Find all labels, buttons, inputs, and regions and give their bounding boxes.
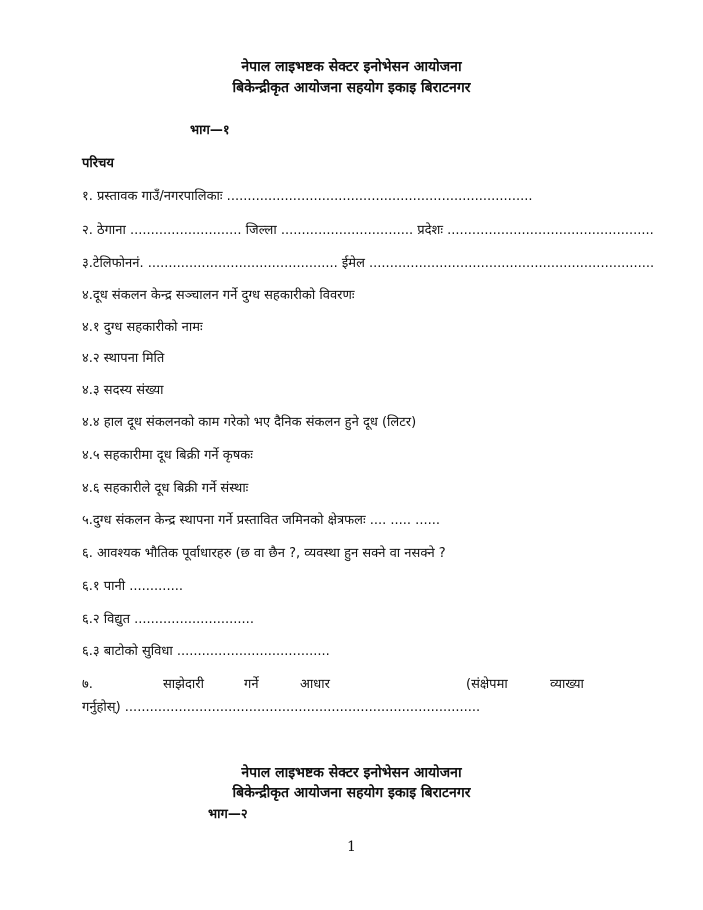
field-water: ६.१ पानी ............. (82, 579, 183, 594)
field-address: २. ठेगाना ........................... जिल्ला ................................ प्रदेशः .................................................. (82, 223, 654, 238)
field-7-word-doing: गर्ने (244, 677, 259, 692)
field-cooperative-details: ४.दूध संकलन केन्द्र सञ्चालन गर्ने दुग्ध सहकारीको विवरणः (82, 288, 355, 303)
intro-heading: परिचय (82, 156, 114, 171)
field-7-word-partnership: साझेदारी (163, 677, 204, 692)
part-2-label: भाग—२ (208, 807, 248, 822)
field-establishment-date: ४.२ स्थापना मिति (82, 351, 165, 366)
field-7-number: ७. (82, 677, 93, 692)
field-infrastructure: ६. आवश्यक भौतिक पूर्वाधारहरु (छ वा छैन ?, व्यवस्था हुन सक्ने वा नसक्ने ? (82, 546, 446, 561)
field-7-word-explain: व्याख्या (550, 677, 584, 692)
field-road: ६.३ बाटोको सुविधा ..................................... (82, 644, 330, 659)
field-phone-email: ३.टेलिफोननं. .............................................. ईमेल ..................................................................... (82, 256, 655, 271)
project-title: नेपाल लाइभष्टक सेक्टर इनोभेसन आयोजना (241, 59, 462, 75)
field-daily-collection: ४.४ हाल दूध संकलनको काम गरेको भए दैनिक संकलन हुने दूध (लिटर) (82, 415, 417, 430)
field-electricity: ६.२ विद्युत ............................. (82, 612, 254, 627)
field-member-count: ४.३ सदस्य संख्या (82, 383, 164, 398)
part-1-label: भाग—१ (190, 123, 230, 138)
field-7-word-basis: आधार (300, 677, 330, 692)
field-cooperative-name: ४.१ दुग्ध सहकारीको नामः (82, 320, 203, 335)
project-title-repeat: नेपाल लाइभष्टक सेक्टर इनोभेसन आयोजना (241, 765, 462, 781)
unit-title-repeat: बिकेन्द्रीकृत आयोजना सहयोग इकाइ बिराटनगर (232, 785, 471, 801)
field-municipality: १. प्रस्तावक गाउँ/नगरपालिकाः .......................................................................... (82, 189, 533, 204)
field-land-area: ५.दुग्ध संकलन केन्द्र स्थापना गर्ने प्रस्तावित जमिनको क्षेत्रफलः .... ..... ...... (82, 513, 440, 528)
field-selling-farmers: ४.५ सहकारीमा दूध बिक्री गर्ने कृषकः (82, 448, 253, 463)
field-7-word-brief: (संक्षेपमा (466, 677, 508, 692)
field-7-continuation: गर्नुहोस्) ...................................................................................... (82, 700, 481, 715)
page-number: 1 (347, 839, 356, 855)
field-buying-institutions: ४.६ सहकारीले दूध बिक्री गर्ने संस्थाः (82, 481, 249, 496)
unit-title: बिकेन्द्रीकृत आयोजना सहयोग इकाइ बिराटनगर (232, 80, 471, 96)
